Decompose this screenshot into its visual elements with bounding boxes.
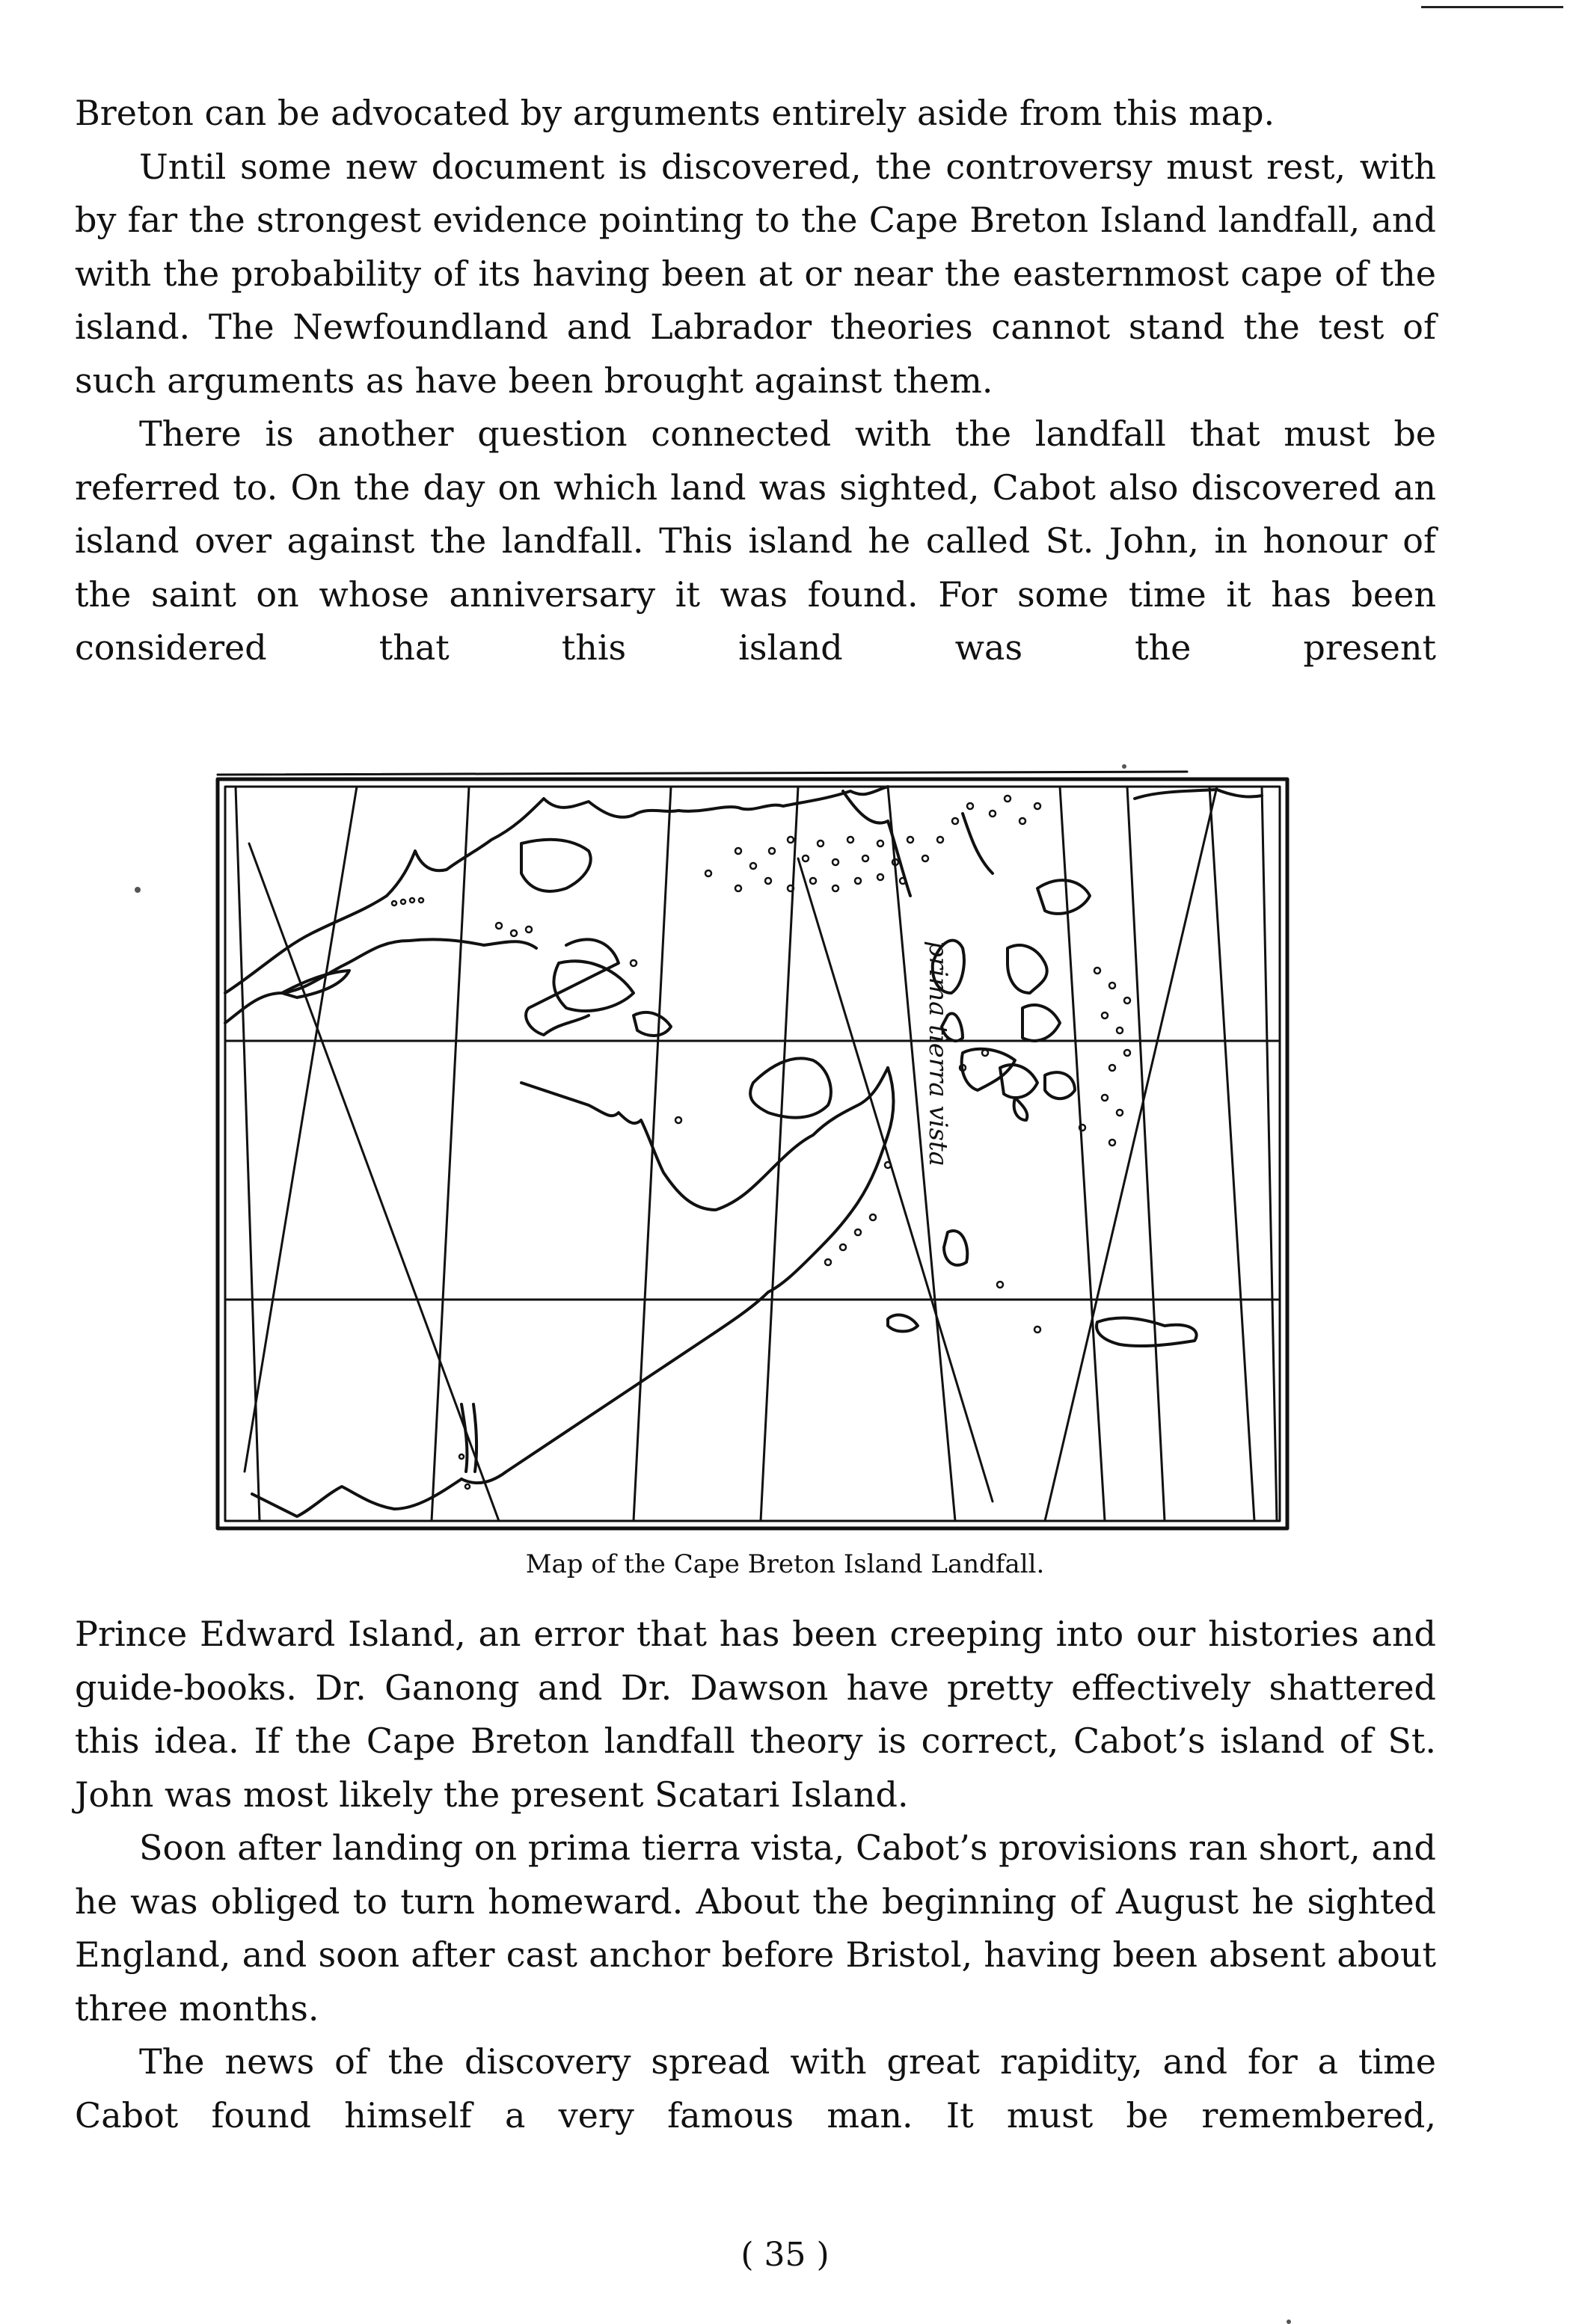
page-number: ( 35 ) <box>740 2236 830 2274</box>
margin-speck <box>135 887 141 893</box>
paragraph-5: Soon after landing on prima tierra vista, Cabot’s provisions ran short, and he was obliged to turn homeward. About the beginning of August he sighted England, and soon after cast anchor before Bristol, having been absent about three months. <box>75 1827 1436 2029</box>
paragraph-4: Prince Edward Island, an error that has been creeping into our histories and guide-books. Dr. Ganong and Dr. Dawson have pretty effectively shattered this idea. If the Cape Breton landfall theory is correct, Cabot’s island of St. John was most likely the present Scatari Island. <box>75 1614 1436 1815</box>
paragraph-1: Breton can be advocated by arguments entirely aside from this map. <box>75 93 1275 133</box>
text-block-top <box>75 87 1436 675</box>
landfall-map <box>215 769 1290 1531</box>
margin-speck <box>1287 2320 1291 2324</box>
scatari-island <box>1097 1318 1197 1347</box>
cape-breton-outline <box>521 840 591 891</box>
map-figure <box>215 769 1290 1531</box>
map-caption: Map of the Cape Breton Island Landfall. <box>525 1549 1045 1579</box>
paragraph-2: Until some new document is discovered, the controversy must rest, with by far the strongest evidence pointing to the Cape Breton Island landfall, and with the probability of its having been at or near the easternmost cape of the island. The Newfoundland and Labrador theories cannot stand the test of such arguments as have been brought against them. <box>75 146 1436 401</box>
paragraph-3: There is another question connected with the landfall that must be referred to. On the day on which land was sighted, Cabot also discovered an island over against the landfall. This island he called St. John, in honour of the saint on whose anniversary it was found. For some time it has been considered that this island was the present <box>75 414 1436 668</box>
margin-speck <box>1122 764 1126 769</box>
map-outer-border <box>218 779 1287 1528</box>
paragraph-6: The news of the discovery spread with great rapidity, and for a time Cabot found himself a very famous man. It must be remembered, <box>75 2041 1436 2136</box>
text-block-bottom <box>75 1608 1436 2142</box>
map-label-prima-tierra-vista: prima tierra vista <box>923 941 953 1166</box>
top-edge-rule <box>1421 6 1563 8</box>
meridian-line-1 <box>236 787 260 1521</box>
